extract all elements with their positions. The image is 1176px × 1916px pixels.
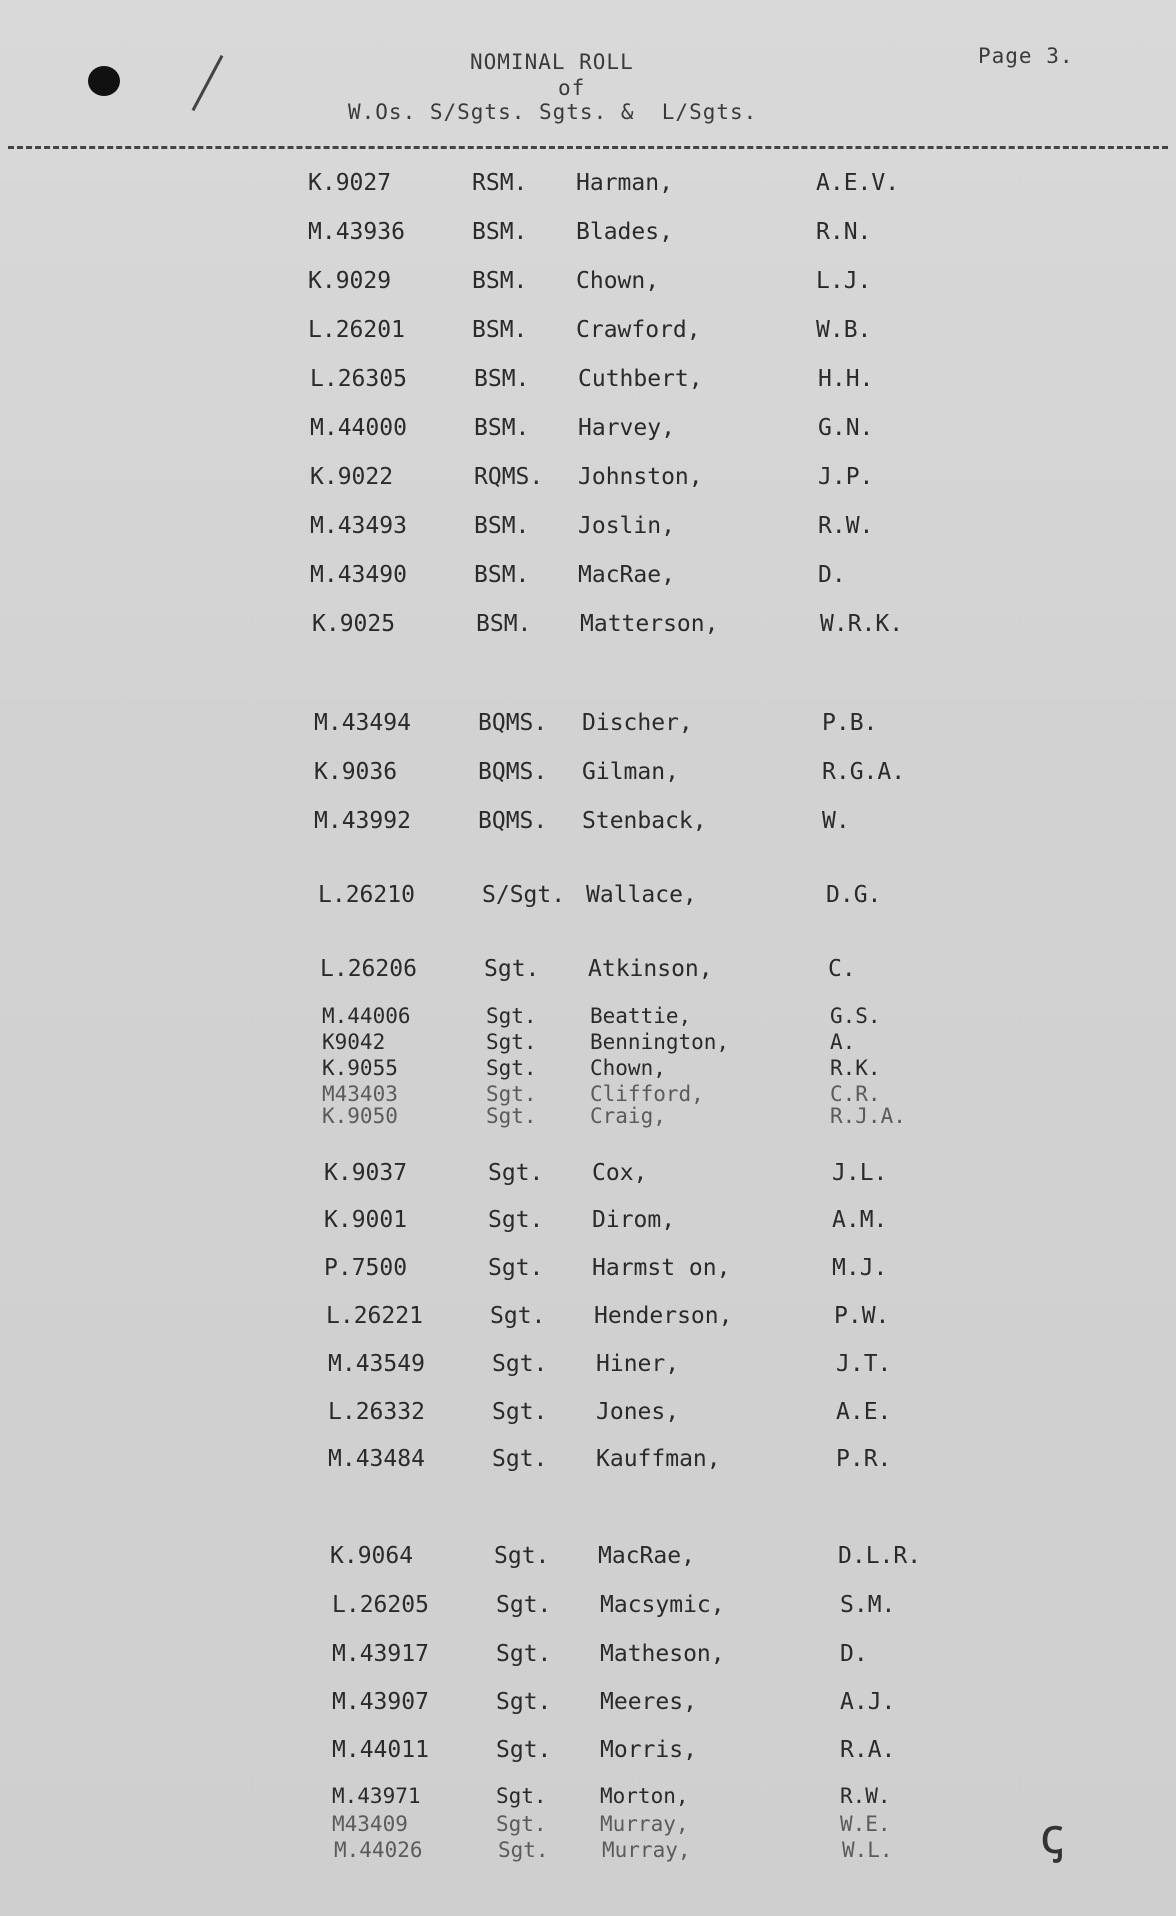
service-number: L.26201 [308, 317, 405, 343]
initials: J.P. [818, 464, 874, 490]
initials: R.A. [840, 1737, 896, 1763]
service-number: M.44000 [310, 415, 407, 441]
initials: W.B. [816, 317, 872, 343]
service-number: M.43494 [314, 710, 411, 736]
rank: RQMS. [474, 464, 544, 490]
initials: G.N. [818, 415, 874, 441]
service-number: L.26210 [318, 882, 415, 908]
rank: Sgt. [486, 1104, 537, 1128]
punch-hole [88, 66, 120, 96]
service-number: L.26305 [310, 366, 407, 392]
initials: G.S. [830, 1004, 881, 1028]
surname: Murray, [600, 1812, 689, 1836]
rank: Sgt. [496, 1592, 552, 1618]
initials: H.H. [818, 366, 874, 392]
rank: BSM. [474, 415, 530, 441]
service-number: M.44026 [334, 1838, 423, 1862]
surname: Hiner, [596, 1351, 680, 1377]
initials: L.J. [816, 268, 872, 294]
surname: Morton, [600, 1784, 689, 1808]
initials: A.E.V. [816, 170, 900, 196]
initials: R.W. [840, 1784, 891, 1808]
rank: Sgt. [490, 1303, 546, 1329]
rank: Sgt. [486, 1030, 537, 1054]
service-number: M.43484 [328, 1446, 425, 1472]
initials: R.G.A. [822, 759, 906, 785]
rank: Sgt. [486, 1082, 537, 1106]
surname: Beattie, [590, 1004, 692, 1028]
initials: D.L.R. [838, 1543, 922, 1569]
service-number: K.9037 [324, 1160, 408, 1186]
service-number: M.43917 [332, 1641, 429, 1667]
page-number: Page 3. [978, 44, 1074, 68]
rank: Sgt. [492, 1351, 548, 1377]
dashed-divider [8, 146, 1168, 149]
initials: D.G. [826, 882, 882, 908]
service-number: K.9064 [330, 1543, 414, 1569]
service-number: M43409 [332, 1812, 408, 1836]
service-number: K.9001 [324, 1207, 408, 1233]
service-number: M.43549 [328, 1351, 425, 1377]
rank: Sgt. [496, 1641, 552, 1667]
rank: Sgt. [494, 1543, 550, 1569]
surname: Stenback, [582, 808, 707, 834]
surname: Joslin, [578, 513, 675, 539]
rank: Sgt. [492, 1446, 548, 1472]
rank: Sgt. [496, 1812, 547, 1836]
rank: BSM. [474, 366, 530, 392]
surname: Cox, [592, 1160, 648, 1186]
initials: J.L. [832, 1160, 888, 1186]
surname: Matterson, [580, 611, 719, 637]
initials: R.N. [816, 219, 872, 245]
rank: Sgt. [498, 1838, 549, 1862]
rank: Sgt. [488, 1255, 544, 1281]
surname: Cuthbert, [578, 366, 703, 392]
initials: D. [840, 1641, 868, 1667]
rank: S/Sgt. [482, 882, 566, 908]
rank: Sgt. [488, 1160, 544, 1186]
initials: M.J. [832, 1255, 888, 1281]
service-number: M.44011 [332, 1737, 429, 1763]
service-number: K.9027 [308, 170, 392, 196]
initials: W.L. [842, 1838, 893, 1862]
initials: C.R. [830, 1082, 881, 1106]
surname: MacRae, [578, 562, 675, 588]
rank: Sgt. [492, 1399, 548, 1425]
surname: Morris, [600, 1737, 697, 1763]
surname: Harman, [576, 170, 673, 196]
service-number: M.43936 [308, 219, 405, 245]
surname: Wallace, [586, 882, 697, 908]
service-number: L.26205 [332, 1592, 429, 1618]
initials: P.W. [834, 1303, 890, 1329]
rank: RSM. [472, 170, 528, 196]
service-number: M.43907 [332, 1689, 429, 1715]
initials: S.M. [840, 1592, 896, 1618]
service-number: L.26332 [328, 1399, 425, 1425]
rank: Sgt. [488, 1207, 544, 1233]
initials: J.T. [836, 1351, 892, 1377]
rank: BSM. [472, 268, 528, 294]
pencil-mark [192, 55, 224, 111]
service-number: K.9029 [308, 268, 392, 294]
surname: Chown, [576, 268, 660, 294]
title-of: of [558, 76, 586, 100]
initials: A. [830, 1030, 856, 1054]
service-number: K.9055 [322, 1056, 398, 1080]
initials: R.J.A. [830, 1104, 906, 1128]
surname: Johnston, [578, 464, 703, 490]
rank: BSM. [474, 562, 530, 588]
surname: MacRae, [598, 1543, 695, 1569]
initials: R.W. [818, 513, 874, 539]
rank: BQMS. [478, 808, 548, 834]
rank: BQMS. [478, 710, 548, 736]
surname: Crawford, [576, 317, 701, 343]
surname: Harvey, [578, 415, 675, 441]
rank: BSM. [476, 611, 532, 637]
initials: A.M. [832, 1207, 888, 1233]
rank: BSM. [472, 317, 528, 343]
initials: R.K. [830, 1056, 881, 1080]
surname: Discher, [582, 710, 693, 736]
document-title: NOMINAL ROLL [470, 50, 634, 74]
initials: C. [828, 956, 856, 982]
surname: Craig, [590, 1104, 666, 1128]
surname: Blades, [576, 219, 673, 245]
service-number: M.44006 [322, 1004, 411, 1028]
surname: Macsymic, [600, 1592, 725, 1618]
rank: BSM. [472, 219, 528, 245]
surname: Matheson, [600, 1641, 725, 1667]
surname: Dirom, [592, 1207, 676, 1233]
handwritten-mark: ꞔ [1040, 1807, 1064, 1865]
initials: P.B. [822, 710, 878, 736]
service-number: L.26206 [320, 956, 417, 982]
service-number: M.43490 [310, 562, 407, 588]
initials: W.E. [840, 1812, 891, 1836]
surname: Clifford, [590, 1082, 704, 1106]
service-number: M43403 [322, 1082, 398, 1106]
service-number: M.43493 [310, 513, 407, 539]
surname: Atkinson, [588, 956, 713, 982]
initials: W. [822, 808, 850, 834]
service-number: M.43971 [332, 1784, 421, 1808]
rank: Sgt. [486, 1056, 537, 1080]
document-subtitle: W.Os. S/Sgts. Sgts. & L/Sgts. [348, 100, 758, 124]
surname: Bennington, [590, 1030, 730, 1054]
surname: Henderson, [594, 1303, 733, 1329]
surname: Meeres, [600, 1689, 697, 1715]
rank: Sgt. [496, 1784, 547, 1808]
rank: BQMS. [478, 759, 548, 785]
service-number: P.7500 [324, 1255, 408, 1281]
rank: Sgt. [486, 1004, 537, 1028]
surname: Gilman, [582, 759, 679, 785]
surname: Kauffman, [596, 1446, 721, 1472]
rank: Sgt. [496, 1737, 552, 1763]
rank: Sgt. [496, 1689, 552, 1715]
initials: A.E. [836, 1399, 892, 1425]
surname: Murray, [602, 1838, 691, 1862]
service-number: K.9036 [314, 759, 398, 785]
surname: Jones, [596, 1399, 680, 1425]
service-number: M.43992 [314, 808, 411, 834]
service-number: K.9025 [312, 611, 396, 637]
surname: Chown, [590, 1056, 666, 1080]
service-number: K9042 [322, 1030, 386, 1054]
surname: Harmst on, [592, 1255, 731, 1281]
rank: Sgt. [484, 956, 540, 982]
service-number: K.9050 [322, 1104, 398, 1128]
service-number: K.9022 [310, 464, 394, 490]
service-number: L.26221 [326, 1303, 423, 1329]
rank: BSM. [474, 513, 530, 539]
initials: D. [818, 562, 846, 588]
initials: P.R. [836, 1446, 892, 1472]
initials: A.J. [840, 1689, 896, 1715]
initials: W.R.K. [820, 611, 904, 637]
